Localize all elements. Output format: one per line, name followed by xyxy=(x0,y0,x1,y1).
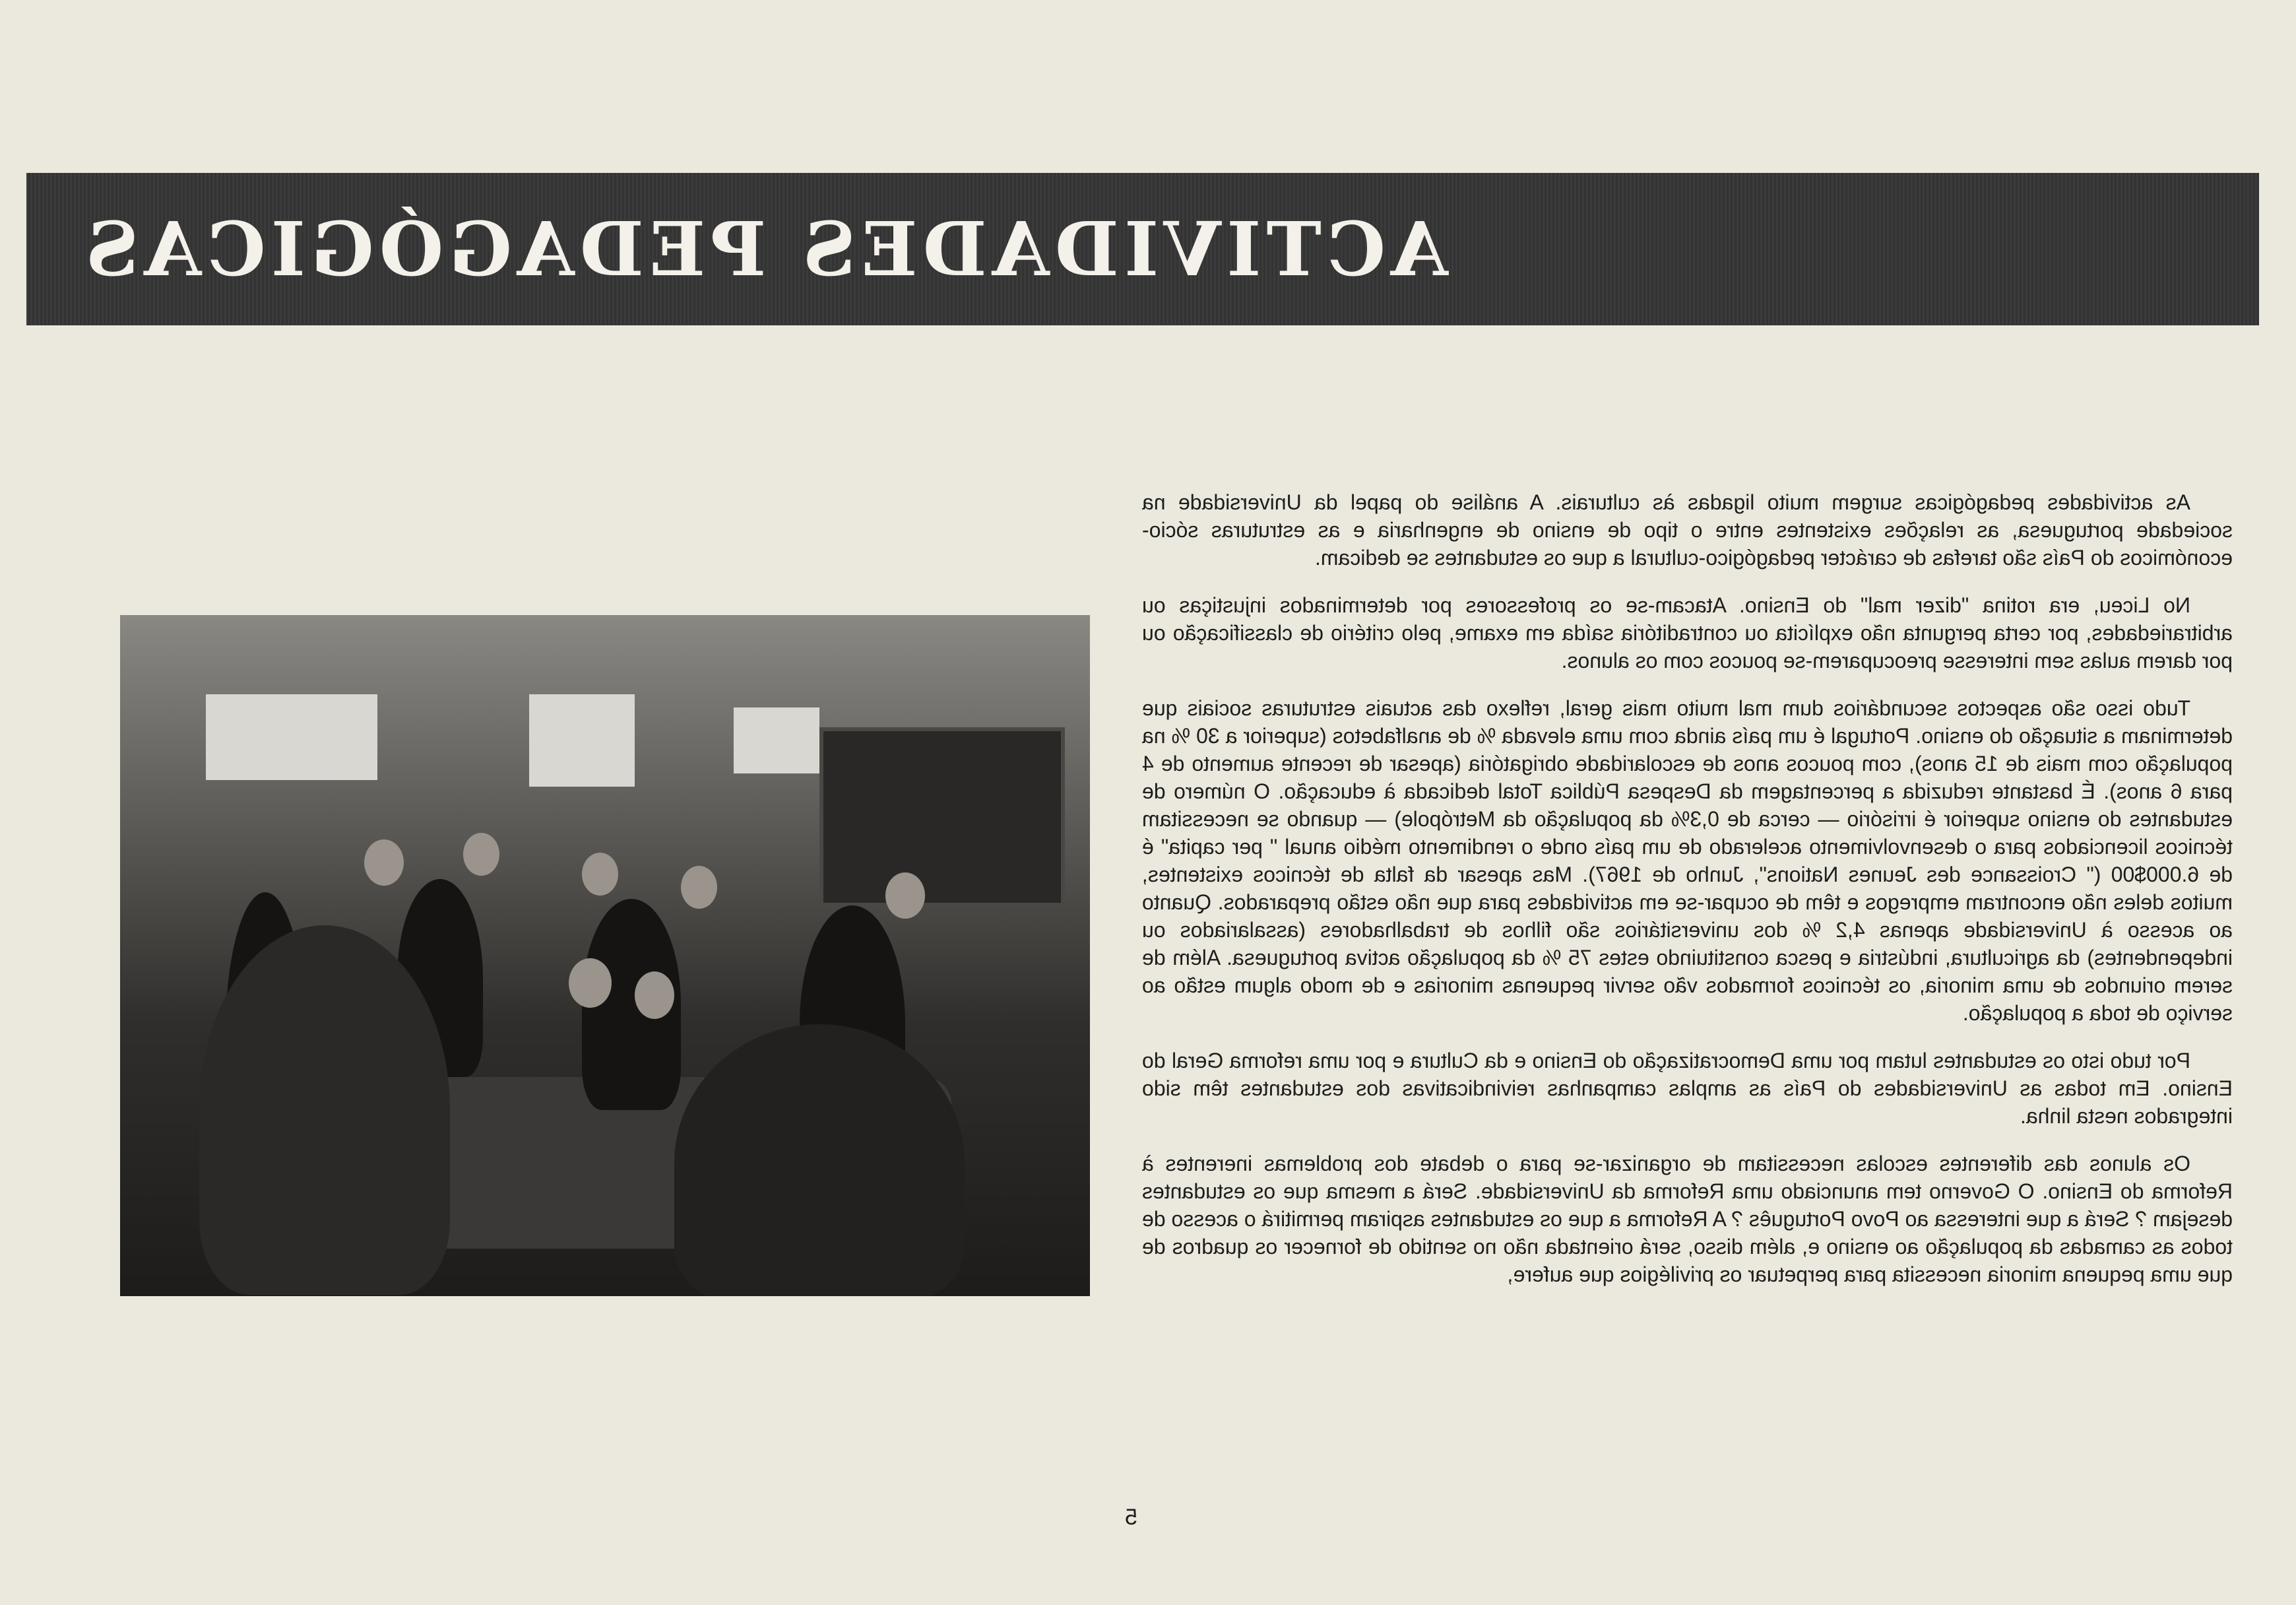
page-title: ACTIVIDADES PEDAGÓGICAS xyxy=(80,207,1448,293)
paragraph: No Liceu, era rotina "dizer mal" do Ensino. Atacam-se os professores por determinados injustiças ou arbitrariedades, por certa pergunta não explícita ou contraditória saída em exame, pelo critério de classificação ou por darem aulas sem interesse preocuparem-se poucos com os alunos. xyxy=(1142,593,2233,672)
paragraph: Por tudo isto os estudantes lutam por uma Democratização do Ensino e da Cultura e por uma reforma Geral do Ensino. Em todas as Universidades do País as amplas campanhas reivindicativas dos estudantes têm sido integrados nesta linha. xyxy=(1142,1049,2233,1128)
paragraph: Tudo isso são aspectos secundários dum mal muito mais geral, reflexo das actuais estruturas sociais que determinam a situação do ensino. Portugal é um país ainda com uma elevada % de analfabetos (superior a 30 % na população com mais de 15 anos), com poucos anos de escolaridade obrigatória (apesar de recente aumento de 4 para 6 anos). É bastante reduzida a percentagem da Despesa Pública Total dedicada à educação. O número de estudantes do ensino superior é irrisório — cerca de 0,3% da população da Metrópole) — quando se necessitam técnicos licenciados para o desenvolvimento acelerado de um país onde o rendimento médio anual " per capita" é de 6.000$00 (" Croissance des Jeunes Nations", Junho de 1967). Mas apesar da falta de técnicos existentes, muitos deles não encontram empregos e têm de ocupar-se em actividades para que não estão preparados. Quanto ao acesso à Universidade apenas 4,2 % dos universitários são filhos de trabalhadores (assalariados ou independentes) da agricultura, indústria e pesca constituindo estes 75 % da população activa portuguesa. Além de serem oriundos de uma minoria, os técnicos formados vão servir pequenas minorias e de modo algum estão ao serviço de toda a população. xyxy=(1142,696,2233,1025)
article-body xyxy=(1142,488,2233,1308)
paragraph: As actividades pedagógicas surgem muito ligadas às culturais. A análise do papel da Universidade na sociedade portuguesa, as relações existentes entre o tipo de ensino de engenharia e as estruturas sócio-económicos do País são tarefas de carácter pedagógico-cultural a que os estudantes se dedicam. xyxy=(1142,490,2233,570)
paragraph: Os alunos das diferentes escolas necessitam de organizar-se para o debate dos problemas inerentes à Reforma do Ensino. O Governo tem anunciado uma Reforma da Universidade. Será a mesma que os estudantes desejam ? Será a que interessa ao Povo Português ? A Reforma a que os estudantes aspiram permitirá o acesso de todos as camadas da população ao ensino e, além disso, será orientada não no sentido de fornecer os quadros de que uma pequena minoria necessita para perpetuar os privilégios que aufere, xyxy=(1142,1152,2233,1286)
page-number: 5 xyxy=(1125,1505,1137,1530)
title-banner xyxy=(26,173,2259,325)
student-meeting-photo xyxy=(120,615,1090,1296)
